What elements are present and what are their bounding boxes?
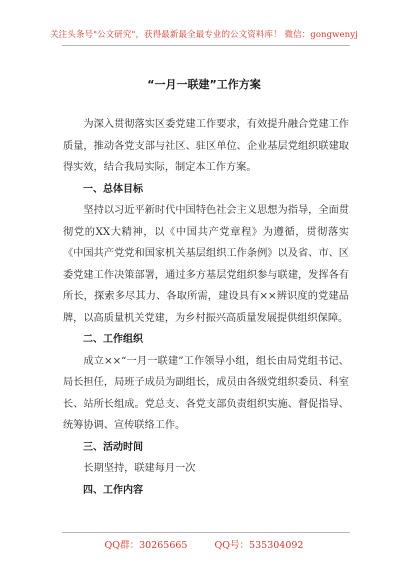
footer-contact	[0, 537, 408, 551]
document-title: “一月一联建”工作方案	[147, 78, 261, 91]
header-promo-note: 关注头条号"公文研究"，获得最新最全最专业的公文资料库！ 微信：gongwenyj	[50, 30, 358, 40]
footer-qq-group: QQ群：30265665	[104, 540, 188, 551]
intro-paragraph: 为深入贯彻落实区委党建工作要求，有效提升融合党建工作质量，推动各党支部与社区、驻区单位、企业基层党组织联建取得实效，结合我局实际，制定本工作方案。	[63, 119, 349, 173]
section-heading-goals: 一、总体目标	[83, 183, 143, 195]
section-body-time: 长期坚持，联建每月一次	[83, 463, 196, 474]
footer-qq-number: QQ号：535304092	[214, 540, 304, 551]
section-body-organization: 成立××“一月一联建”工作领导小组，组长由局党组书记、局长担任，局班子成员为副组长，成员由各级党组织委员、科室长、站所长组成。党总支、各党支部负责组织实施、督促指导、统筹协调、宣传联络工作。	[63, 355, 349, 431]
header-divider	[62, 45, 350, 46]
section-heading-organization: 二、工作组织	[83, 334, 143, 345]
footer-divider	[62, 532, 350, 533]
section-heading-content: 四、工作内容	[83, 484, 143, 496]
document-body	[63, 114, 349, 501]
section-body-goals: 坚持以习近平新时代中国特色社会主义思想为指导，全面贯彻党的XX大精神，以《中国共产党章程》为遵循，贯彻落实《中国共产党党和国家机关基层组织工作条例》以及省、市、区委党建工作决策部署，通过多方基层党组织参与联建，发挥各有所长，探索多尽其力、各取所需，建设具有××辨识度的党建品牌，以高质量机关党建，为乡村振兴高质量发展提供组织保障。	[63, 205, 349, 324]
section-heading-time: 三、活动时间	[83, 441, 143, 453]
